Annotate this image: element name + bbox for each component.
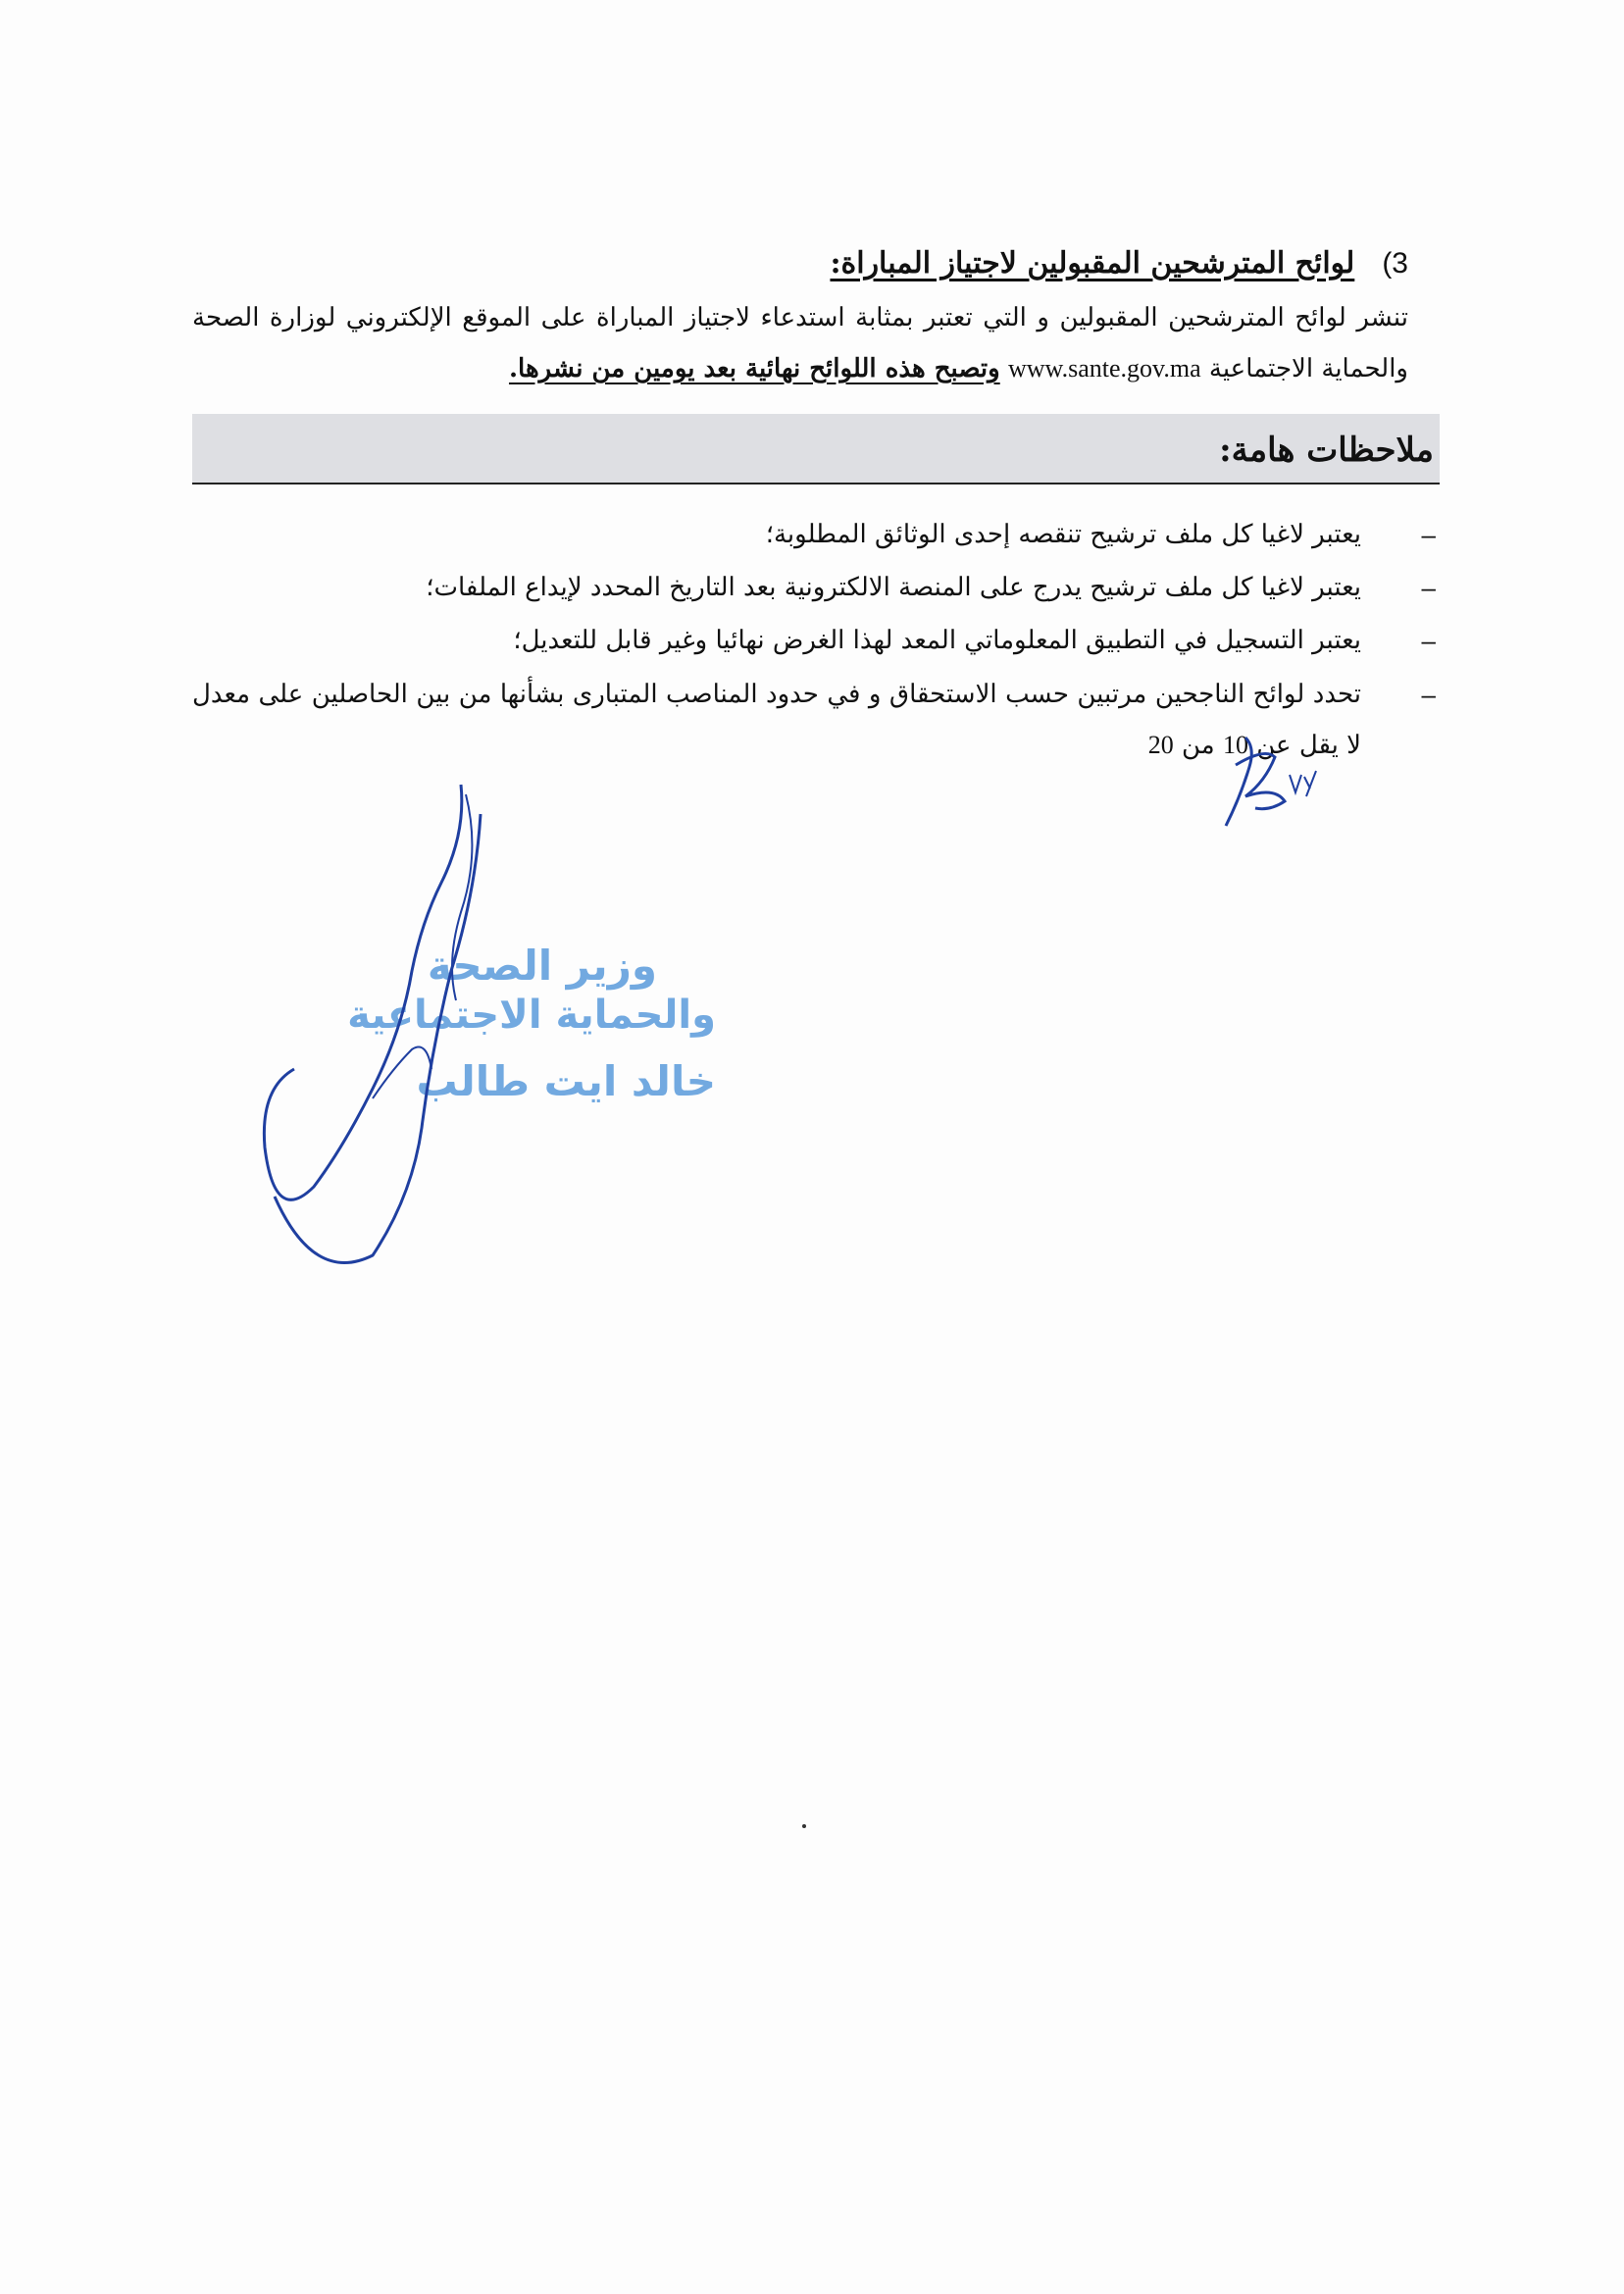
- max-score: 20: [1147, 731, 1174, 759]
- stamp-line-ministry: والحماية الاجتماعية: [347, 993, 716, 1038]
- list-item: [192, 563, 1440, 612]
- min-score: 10: [1222, 731, 1248, 759]
- note-text: يعتبر لاغيا كل ملف ترشيح يدرج على المنصة الالكترونية بعد التاريخ المحدد لإيداع الملفات؛: [426, 573, 1361, 602]
- note-text: يعتبر لاغيا كل ملف ترشيح تنقصه إحدى الوثائق المطلوبة؛: [765, 520, 1361, 549]
- note-text: يعتبر التسجيل في التطبيق المعلوماتي المعد لهذا الغرض نهائيا وغير قابل للتعديل؛: [513, 626, 1361, 655]
- note-connector: من: [1182, 731, 1215, 760]
- section-3-paragraph: [192, 292, 1408, 394]
- dash-bullet: –: [1421, 573, 1436, 602]
- section-number: (3: [1382, 247, 1408, 280]
- dash-bullet: –: [1421, 626, 1436, 655]
- paragraph-text: تنشر لوائح المترشحين المقبولين و التي تعتبر بمثابة استدعاء لاجتياز المباراة على الموقع الإلكتروني لوزارة الصحة والحماية الاجتماعية: [192, 303, 1408, 383]
- section-title: لوائح المترشحين المقبولين لاجتياز المباراة:: [830, 246, 1355, 280]
- list-item: [192, 616, 1440, 665]
- notes-title: ملاحظات هامة:: [1219, 431, 1434, 470]
- initials-mark: [1216, 728, 1334, 836]
- website-url: www.sante.gov.ma: [1007, 354, 1201, 382]
- scan-speck: [802, 1824, 806, 1828]
- stamp-line-name: خالد ايت طالب: [416, 1057, 716, 1105]
- section-3-heading: [192, 243, 1408, 284]
- section-3: [192, 243, 1408, 383]
- note-text: تحدد لوائح الناجحين مرتبين حسب الاستحقاق و في حدود المناصب المتبارى بشأنها من بين الحاصلين على معدل لا يقل عن: [192, 680, 1361, 760]
- dash-bullet: –: [1421, 520, 1436, 549]
- paragraph-emphasis: وتصبح هذه اللوائح نهائية بعد يومين من نشرها.: [508, 354, 1000, 383]
- list-item: [192, 510, 1440, 559]
- stamp-line-minister: وزير الصحة: [427, 942, 657, 990]
- dash-bullet: –: [1421, 680, 1436, 709]
- handwritten-signature: [255, 775, 530, 1265]
- notes-header-band: [192, 414, 1440, 484]
